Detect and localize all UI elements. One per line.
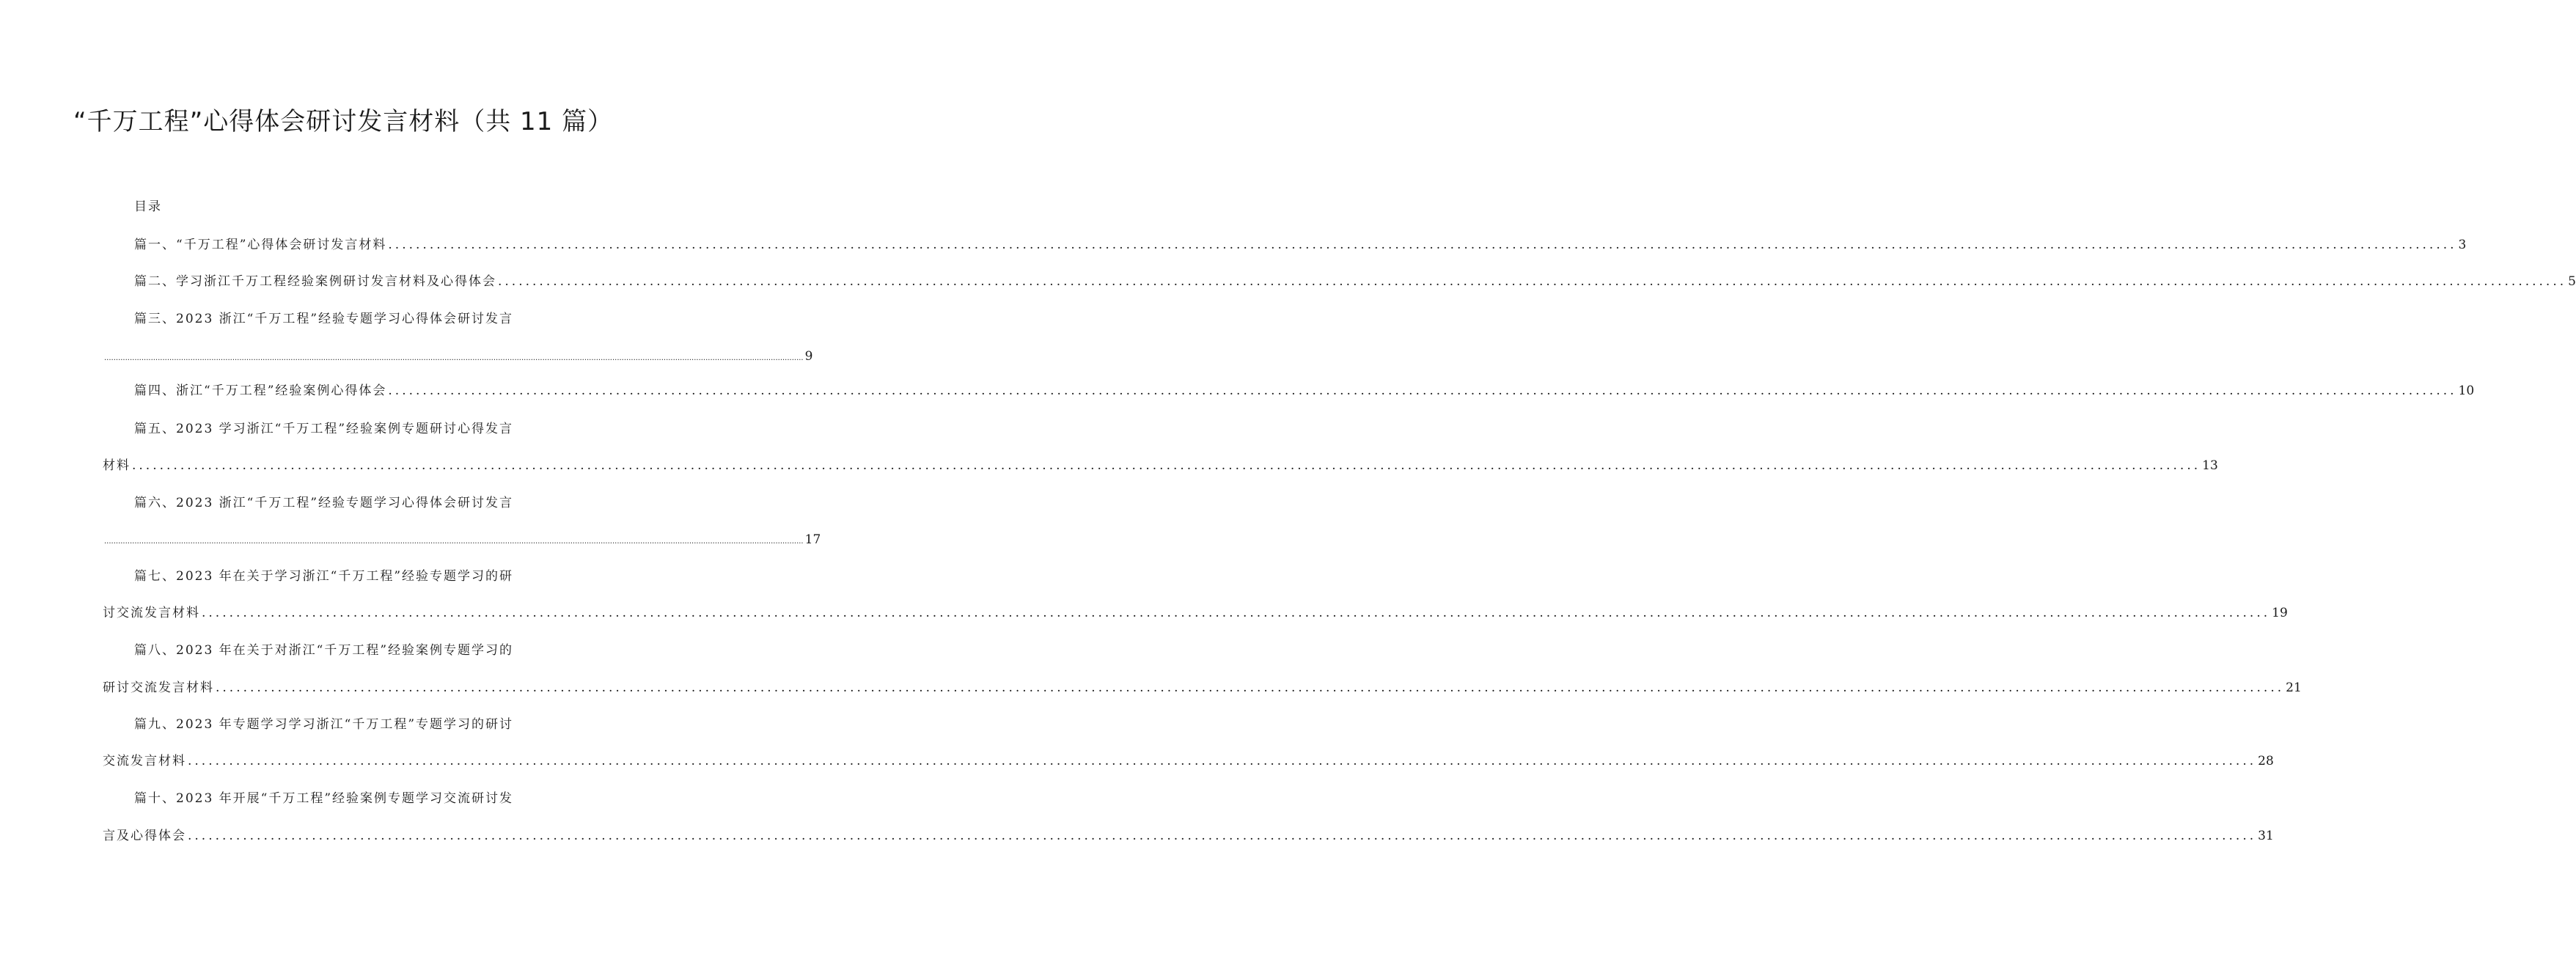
toc-leader: ............................................................................................................................................................................................................................................................................................................ bbox=[188, 829, 2257, 843]
toc-page-number: 28 bbox=[2258, 754, 2274, 768]
toc-leader: ............................................................................................................................................................................................................................................................................................................ bbox=[388, 384, 2457, 398]
toc-entry-continuation[interactable] bbox=[103, 456, 2218, 475]
toc-entry[interactable] bbox=[134, 641, 513, 660]
toc-entry-title: 篇四、浙江“千万工程”经验案例心得体会 bbox=[134, 384, 387, 398]
toc-leader: ............................................................................................................................................................................................................................................................................................................ bbox=[104, 354, 804, 362]
toc-page-number: 31 bbox=[2258, 829, 2274, 843]
toc-entry-title-rest: 材料 bbox=[103, 458, 131, 473]
toc-entry-title: 篇一、“千万工程”心得体会研讨发言材料 bbox=[134, 238, 387, 252]
toc-leader: ............................................................................................................................................................................................................................................................................................................ bbox=[104, 537, 804, 546]
toc-entry[interactable] bbox=[134, 419, 513, 439]
toc-page-number: 13 bbox=[2202, 458, 2218, 473]
toc-page-number: 19 bbox=[2272, 606, 2288, 620]
toc-entry-title: 篇五、2023 学习浙江“千万工程”经验案例专题研讨心得发言 bbox=[134, 422, 514, 436]
toc-entry[interactable] bbox=[134, 272, 2576, 291]
toc-leader: ............................................................................................................................................................................................................................................................................................................ bbox=[188, 754, 2257, 768]
toc-page-number: 3 bbox=[2458, 238, 2467, 252]
toc-entry-title: 篇三、2023 浙江“千万工程”经验专题学习心得体会研讨发言 bbox=[134, 312, 514, 326]
toc-entry-continuation[interactable] bbox=[103, 678, 2302, 697]
toc-leader: ............................................................................................................................................................................................................................................................................................................ bbox=[498, 274, 2567, 289]
toc-entry[interactable] bbox=[134, 715, 513, 734]
toc-entry[interactable] bbox=[134, 493, 513, 513]
toc-entry-continuation[interactable] bbox=[103, 530, 821, 551]
toc-entry-title-rest: 讨交流发言材料 bbox=[103, 606, 200, 620]
toc-leader: ............................................................................................................................................................................................................................................................................................................ bbox=[202, 606, 2271, 620]
toc-entry[interactable] bbox=[134, 309, 513, 329]
toc-page-number: 21 bbox=[2286, 680, 2302, 695]
toc-entry-continuation[interactable] bbox=[103, 826, 2274, 845]
toc-entry-title: 篇八、2023 年在关于对浙江“千万工程”经验案例专题学习的 bbox=[134, 643, 514, 658]
toc-entry[interactable] bbox=[134, 567, 513, 586]
toc-leader: ............................................................................................................................................................................................................................................................................................................ bbox=[132, 458, 2201, 473]
toc-entry-title: 篇九、2023 年专题学习学习浙江“千万工程”专题学习的研讨 bbox=[134, 717, 514, 732]
toc-entry-continuation[interactable] bbox=[103, 752, 2274, 771]
toc-leader: ............................................................................................................................................................................................................................................................................................................ bbox=[388, 238, 2457, 252]
toc-leader: ............................................................................................................................................................................................................................................................................................................ bbox=[216, 680, 2285, 695]
document-title: “千万工程”心得体会研讨发言材料（共 11 篇） bbox=[73, 107, 614, 136]
toc-page-number: 9 bbox=[804, 349, 813, 364]
toc-page-number: 17 bbox=[804, 532, 821, 547]
toc-entry[interactable] bbox=[134, 789, 513, 808]
toc-page-number: 10 bbox=[2458, 384, 2475, 398]
toc-entry-continuation[interactable] bbox=[103, 603, 2288, 623]
toc-entry[interactable] bbox=[134, 235, 2467, 254]
toc-entry-continuation[interactable] bbox=[103, 347, 813, 368]
toc-entry-title: 篇二、学习浙江千万工程经验案例研讨发言材料及心得体会 bbox=[134, 274, 496, 289]
toc-entry-title-rest: 交流发言材料 bbox=[103, 754, 186, 768]
toc-entry-title-rest: 言及心得体会 bbox=[103, 829, 186, 843]
toc-entry-title: 篇七、2023 年在关于学习浙江“千万工程”经验专题学习的研 bbox=[134, 569, 514, 584]
toc-page-number: 5 bbox=[2568, 274, 2576, 289]
toc-entry[interactable] bbox=[134, 381, 2475, 400]
toc-heading: 目录 bbox=[134, 199, 162, 214]
toc-entry-title: 篇十、2023 年开展“千万工程”经验案例专题学习交流研讨发 bbox=[134, 791, 514, 806]
toc-entry-title-rest: 研讨交流发言材料 bbox=[103, 680, 214, 695]
toc-entry-title: 篇六、2023 浙江“千万工程”经验专题学习心得体会研讨发言 bbox=[134, 496, 514, 510]
